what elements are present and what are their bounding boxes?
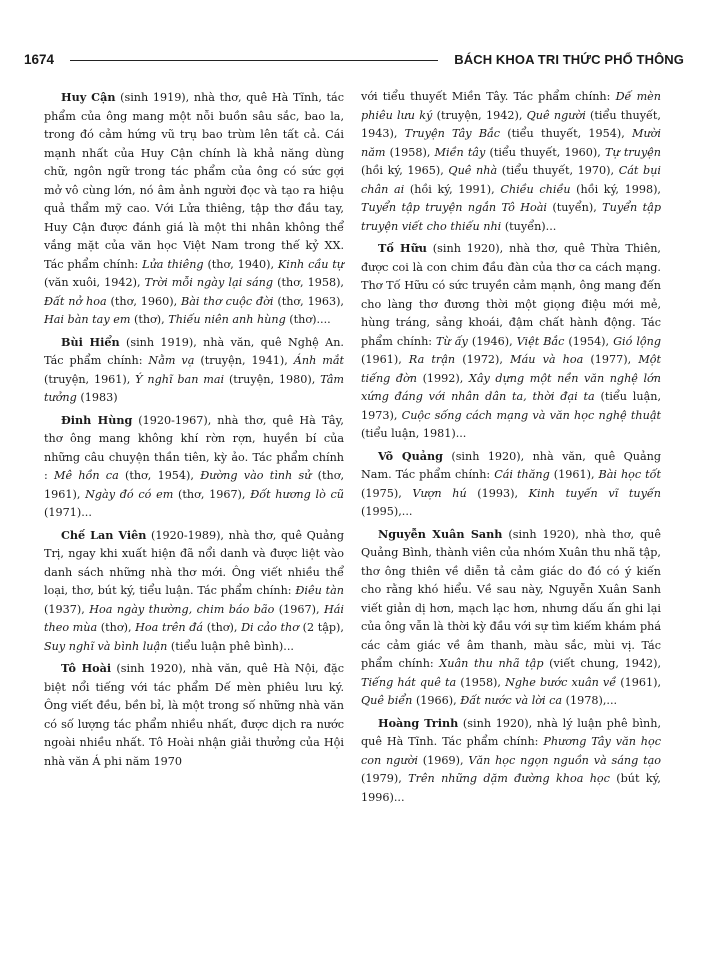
right-column <box>361 88 661 807</box>
work-title: Miền tây <box>434 145 486 159</box>
entry-text: (sinh 1919), nhà thơ, quê Hà Tĩnh, tác phẩm của ông mang một nỗi buồn sâu sắc, bao la, trong đó cảm hứng vũ trụ bao trùm lên tất cả. Cái mạnh nhất của Huy Cận chính là khả năng dùng chữ, ngôn ngữ trong tác phẩm của ông có sức gợi mở vô cùng lớn, nó âm ảnh người đọc và tạo ra hiệu quả thẩm mỹ cao. Với Lửa thiêng, tập thơ đầu tay, Huy Cận được đánh giá là một thi nhân không thể vắng mặt của văn học Việt Nam trong thế kỷ XX. Tác phẩm chính: <box>44 91 344 271</box>
work-title: Trên những dặm đường khoa học <box>408 772 610 785</box>
entry-text: (tuyển), <box>546 201 603 214</box>
entry-text: (1946), <box>467 334 517 348</box>
entry-text: (hồi ký, 1998), <box>570 182 661 196</box>
work-title: Dế mèn phiêu lưu ký <box>361 90 662 122</box>
entry-text: (tiểu luận phê bình)... <box>167 639 294 653</box>
work-title: Nghe bước xuân về <box>505 675 617 689</box>
entry-text: (sinh 1920), nhà thơ, quê Thừa Thiên, được coi là con chim đầu đàn của thơ ca cách mạng. Thơ Tố Hữu có sức truyền cảm mạnh, ông mang đến cho làng thơ đương thời một giọng điệu mới mẻ, hùng tráng, sảng khoái, đậm chất hành động. Tác phẩm chính: <box>361 242 661 348</box>
entry-paragraph <box>44 526 344 657</box>
work-title: Trời mỗi ngày lại sáng <box>144 276 274 289</box>
entry-paragraph <box>44 88 344 330</box>
work-title: Quê nhà <box>448 164 498 177</box>
entry-text: (sinh 1920), nhà lý luận phê bình, quê Hà Tĩnh. Tác phẩm chính: <box>361 716 661 748</box>
entry-text: (2 tập), <box>298 621 344 634</box>
entry-text: với tiểu thuyết Miền Tây. Tác phẩm chính: <box>361 90 616 103</box>
work-title: Chiều chiều <box>500 182 571 196</box>
entry-paragraph <box>361 447 661 522</box>
entry-text: (hồi ký, 1965), <box>361 164 449 177</box>
work-title: Mê hồn ca <box>54 469 119 482</box>
work-title: Cuộc sống cách mạng và văn học nghệ thuật <box>401 408 661 422</box>
work-title: Quê biển <box>361 694 413 707</box>
entry-text: (tiểu thuyết, 1960), <box>485 145 605 159</box>
entry-text: (tiểu luận, 1981)... <box>361 427 467 440</box>
entry-paragraph <box>361 88 661 236</box>
entry-text: (thơ, 1960), <box>106 294 182 308</box>
work-title: Bài thơ cuộc đời <box>181 294 274 308</box>
work-title: Ngày đó có em <box>85 487 174 501</box>
work-title: Việt Bắc <box>516 334 565 348</box>
entry-paragraph <box>361 525 661 711</box>
entry-name: Huy Cận <box>61 90 116 104</box>
entry-text: (1954), <box>564 334 614 348</box>
work-title: Kinh tuyến vĩ tuyến <box>528 486 661 500</box>
work-title: Thiếu niên anh hùng <box>168 313 286 326</box>
entry-text: (tiểu thuyết, 1954), <box>500 127 633 140</box>
entry-text: (1995),... <box>361 505 413 518</box>
entry-text: (1920-1967), nhà thơ, quê Hà Tây, thơ ông mang không khí rờn rợn, huyền bí của những câu chuyện thần tiên, kỳ ảo. Tác phẩm chính : <box>44 413 344 482</box>
work-title: Hoa ngày thường, chim báo bão <box>89 602 275 616</box>
entry-paragraph <box>361 714 661 808</box>
work-title: Hái theo mùa <box>44 602 344 634</box>
work-title: Mười năm <box>361 127 661 159</box>
work-title: Di cảo thơ <box>241 621 299 634</box>
entry-text: (thơ, 1958), <box>273 276 344 289</box>
work-title: Lửa thiêng <box>142 257 204 271</box>
entry-text: (1961), <box>361 353 409 366</box>
work-title: Bài học tốt <box>598 468 662 481</box>
entry-text: (truyện, 1980), <box>224 372 321 386</box>
entry-name: Tố Hữu <box>378 241 427 255</box>
work-title: Ánh mắt <box>293 354 344 367</box>
work-title: Gió lộng <box>613 334 662 348</box>
work-title: Đất nở hoa <box>44 294 107 308</box>
work-title: Tuyển tập truyện viết cho thiếu nhi <box>361 201 661 233</box>
entry-text: (sinh 1920), nhà thơ, quê Quảng Bình, thành viên của nhóm Xuân thu nhã tập, thơ ông thiên về diễn tả cảm giác do đó có ý kiến cho rằng khó hiểu. Về sau này, Nguyễn Xuân Sanh viết giản dị hơn, mạch lạc hơn, nhưng dấu ấn ghi lại của ông vẫn là thời kỳ đầu với sự tìm kiếm khám phá các cảm giác về âm thanh, màu sắc, mùi vị. Tác phẩm chính: <box>361 527 661 670</box>
entry-text: (tuyển)... <box>501 219 557 233</box>
entry-text: (thơ, 1967), <box>173 487 251 501</box>
work-title: Nằm vạ <box>148 354 195 367</box>
entry-text: (truyện, 1941), <box>194 354 294 367</box>
entry-text: (sinh 1919), nhà văn, quê Nghệ An. Tác phẩm chính: <box>44 335 344 367</box>
entry-name: Hoàng Trinh <box>378 715 459 730</box>
entry-name: Nguyễn Xuân Sanh <box>378 526 503 541</box>
entry-paragraph <box>44 333 344 408</box>
entry-text: (văn xuôi, 1942), <box>44 276 145 289</box>
entry-text: (thơ, 1954), <box>118 469 201 482</box>
entry-text: (1971)... <box>44 506 92 519</box>
entry-text: (thơ), <box>203 621 242 634</box>
work-title: Đốt hương lò cũ <box>250 487 344 501</box>
entry-text: (tiểu thuyết, 1943), <box>361 108 661 140</box>
entry-text: (sinh 1920), nhà văn, quê Hà Nội, đặc biệt nổi tiếng với tác phẩm Dế mèn phiêu lưu ký. Ông viết đều, bền bỉ, là một trong số những nhà văn có số lượng tác phẩm nhiều nhất, được dịch ra nước ngoài nhiều nhất. Tô Hoài nhận giải thưởng của Hội nhà văn Á phi năm 1970 <box>44 662 344 768</box>
entry-text: (1966), <box>412 694 461 707</box>
work-title: Hoa trên đá <box>135 621 204 634</box>
entry-name: Bùi Hiển <box>61 334 120 349</box>
entry-text: (1979), <box>361 772 409 785</box>
work-title: Phương Tây văn học con người <box>361 735 661 767</box>
entry-text: (1972), <box>455 353 511 366</box>
entry-text: (1967), <box>274 602 324 616</box>
work-title: Hai bàn tay em <box>44 313 131 326</box>
work-title: Một tiếng đờn <box>361 353 661 385</box>
work-title: Kinh cầu tự <box>277 257 344 271</box>
entry-text: (1992), <box>417 371 469 385</box>
work-title: Văn học ngọn nguồn và sáng tạo <box>468 753 661 767</box>
entry-text: (thơ), <box>97 621 136 634</box>
entry-text: (tiểu luận, 1973), <box>361 390 661 422</box>
entry-text: (1961), <box>549 468 599 481</box>
entry-text: (bút ký, 1996)... <box>361 772 661 804</box>
work-title: Quê người <box>526 108 586 122</box>
work-title: Tự truyện <box>605 145 662 159</box>
work-title: Ra trận <box>408 353 456 366</box>
entry-name: Đinh Hùng <box>61 412 133 427</box>
work-title: Suy nghĩ và bình luận <box>44 639 168 653</box>
work-title: Truyện Tây Bắc <box>404 127 500 140</box>
entry-text: (1993), <box>466 486 529 500</box>
entry-text: (1983) <box>76 391 118 404</box>
header-rule <box>70 60 438 61</box>
work-title: Vượn hú <box>412 486 467 500</box>
entry-paragraph <box>44 659 344 771</box>
entry-text: (viết chung, 1942), <box>543 657 661 670</box>
entry-text: (1958), <box>456 675 506 689</box>
work-title: Tâm tưởng <box>44 372 344 404</box>
entry-text: (1961), <box>616 675 661 689</box>
work-title: Đất nước và lời ca <box>460 694 563 707</box>
entry-text: (truyện, 1942), <box>432 108 527 122</box>
entry-text: (1977), <box>583 353 639 366</box>
entry-text: (thơ, 1961), <box>44 469 344 501</box>
running-title: BÁCH KHOA TRI THỨC PHỔ THÔNG <box>454 52 684 67</box>
entry-text: (truyện, 1961), <box>44 372 136 386</box>
entry-text: (thơ, 1940), <box>203 257 278 271</box>
entry-paragraph <box>361 239 661 444</box>
page-header <box>24 46 684 72</box>
entry-text: (1975), <box>361 486 413 500</box>
entry-text: (thơ).... <box>285 313 331 326</box>
work-title: Điêu tàn <box>295 584 344 597</box>
entry-name: Tô Hoài <box>61 661 112 675</box>
work-title: Xuân thu nhã tập <box>439 657 544 670</box>
entry-text: (1958), <box>385 145 435 159</box>
entry-text: (thơ, 1963), <box>273 294 344 308</box>
entry-text: (sinh 1920), nhà văn, quê Quảng Nam. Tác phẩm chính: <box>361 449 662 481</box>
entry-text: (tiểu thuyết, 1970), <box>497 164 619 177</box>
entry-text: (1978),... <box>562 694 618 707</box>
page-number: 1674 <box>24 52 55 67</box>
entry-text: (hồi ký, 1991), <box>404 182 501 196</box>
entry-name: Võ Quảng <box>378 448 443 463</box>
work-title: Đường vào tình sử <box>200 469 312 482</box>
work-title: Tiếng hát quê ta <box>361 675 457 689</box>
work-title: Cát bụi chân ai <box>361 164 661 196</box>
entry-text: (thơ), <box>130 313 169 326</box>
entry-text: (1969), <box>417 753 469 767</box>
entry-text: (1937), <box>44 602 90 616</box>
entry-name: Chế Lan Viên <box>61 527 147 542</box>
work-title: Máu và hoa <box>510 353 584 366</box>
left-column <box>44 88 344 771</box>
entry-text: (1920-1989), nhà thơ, quê Quảng Trị, ngay khi xuất hiện đã nổi danh và được liệt vào danh sách những nhà thơ mới. Ông viết nhiều thể loại, thơ, bút ký, tiểu luận. Tác phẩm chính: <box>44 528 344 597</box>
entry-paragraph <box>44 411 344 523</box>
work-title: Ý nghĩ ban mai <box>135 372 225 386</box>
work-title: Tuyển tập truyện ngắn Tô Hoài <box>361 201 547 214</box>
work-title: Cái thăng <box>494 468 550 481</box>
work-title: Từ ấy <box>436 334 468 348</box>
work-title: Xây dựng một nền văn nghệ lớn xứng đáng với nhân dân ta, thời đại ta <box>361 371 661 403</box>
